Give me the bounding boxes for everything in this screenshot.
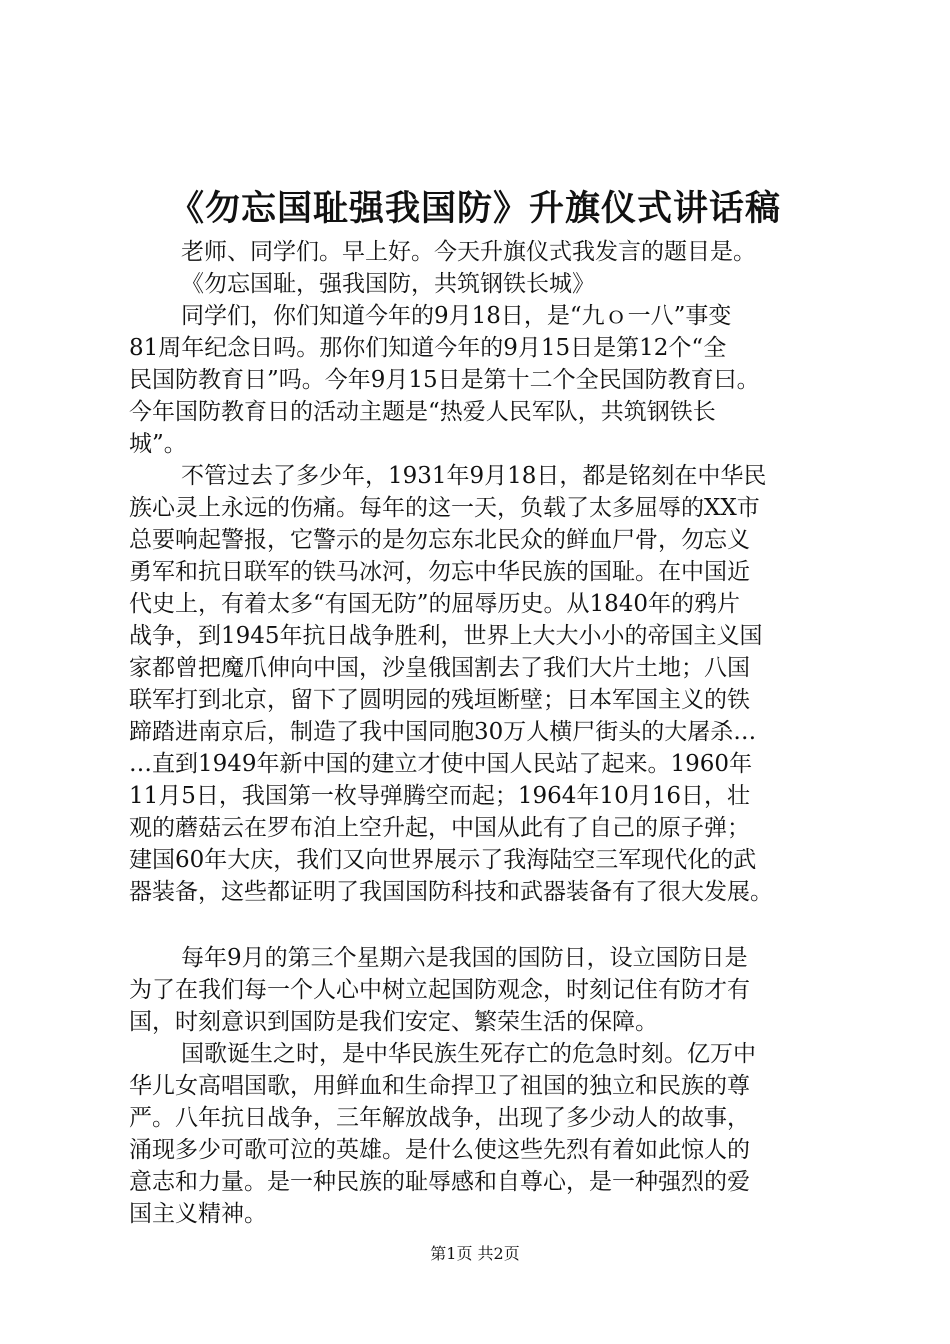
text-line: 家都曾把魔爪伸向中国，沙皇俄国割去了我们大片土地；八国 [129, 655, 750, 681]
text-line: 民国防教育日”吗。今年9月15日是第十二个全民国防教育曰。 [129, 367, 760, 393]
text-line: 涌现多少可歌可泣的英雄。是什么使这些先烈有着如此惊人的 [129, 1137, 750, 1163]
text-line: 总要响起警报，它警示的是勿忘东北民众的鲜血尸骨，勿忘义 [129, 527, 750, 553]
text-line: 蹄踏进南京后，制造了我中国同胞30万人横尸街头的大屠杀… [129, 719, 757, 745]
text-line: 国，时刻意识到国防是我们安定、繁荣生活的保障。 [129, 1009, 658, 1035]
text-line: 器装备，这些都证明了我国国防科技和武器装备有了很大发展。 [129, 879, 773, 905]
text-line: 每年9月的第三个星期六是我国的国防日，设立国防日是 [181, 945, 748, 971]
text-line: 同学们，你们知道今年的9月18日，是“九ｏ一八”事变 [181, 303, 732, 329]
text-line: 战争，到1945年抗日战争胜利，世界上大大小小的帝国主义国 [129, 623, 763, 649]
text-line: 《勿忘国耻，强我国防，共筑钢铁长城》 [181, 271, 595, 297]
text-line: 华儿女高唱国歌，用鲜血和生命捍卫了祖国的独立和民族的尊 [129, 1073, 750, 1099]
text-line: 代史上，有着太多“有国无防”的屈辱历史。从1840年的鸦片 [129, 591, 741, 617]
text-line: 建国60年大庆，我们又向世界展示了我海陆空三军现代化的武 [129, 847, 757, 873]
text-line: 为了在我们每一个人心中树立起国防观念，时刻记住有防才有 [129, 977, 750, 1003]
text-line: 城”。 [129, 431, 187, 457]
text-line: 国主义精神。 [129, 1201, 267, 1227]
text-line: 族心灵上永远的伤痛。每年的这一天，负载了太多屈辱的XX市 [129, 495, 760, 521]
text-line: 81周年纪念日吗。那你们知道今年的9月15日是第12个“全 [129, 335, 727, 361]
document-body [129, 236, 849, 1230]
text-line: 11月5日，我国第一枚导弹腾空而起；1964年10月16日，壮 [129, 783, 750, 809]
page-footer: 第1页 共2页 [430, 1244, 520, 1263]
text-line: 意志和力量。是一种民族的耻辱感和自尊心，是一种强烈的爱 [129, 1169, 750, 1195]
text-line: 不管过去了多少年，1931年9月18日，都是铭刻在中华民 [181, 463, 767, 489]
document-title: 《勿忘国耻强我国防》升旗仪式讲话稿 [168, 188, 781, 229]
text-line: 国歌诞生之时，是中华民族生死存亡的危急时刻。亿万中 [181, 1041, 756, 1067]
text-line: 联军打到北京，留下了圆明园的残垣断壁；日本军国主义的铁 [129, 687, 750, 713]
text-line: 观的蘑菇云在罗布泊上空升起，中国从此有了自己的原子弹； [129, 815, 750, 841]
text-line: 老师、同学们。早上好。今天升旗仪式我发言的题目是。 [181, 239, 756, 265]
text-line: 今年国防教育日的活动主题是“热爱人民军队，共筑钢铁长 [129, 399, 716, 425]
text-line: 严。八年抗日战争，三年解放战争，出现了多少动人的故事， [129, 1105, 750, 1131]
text-line: 勇军和抗日联军的铁马冰河，勿忘中华民族的国耻。在中国近 [129, 559, 750, 585]
paragraph-spacer [129, 908, 849, 942]
text-line: …直到1949年新中国的建立才使中国人民站了起来。1960年 [129, 751, 753, 777]
